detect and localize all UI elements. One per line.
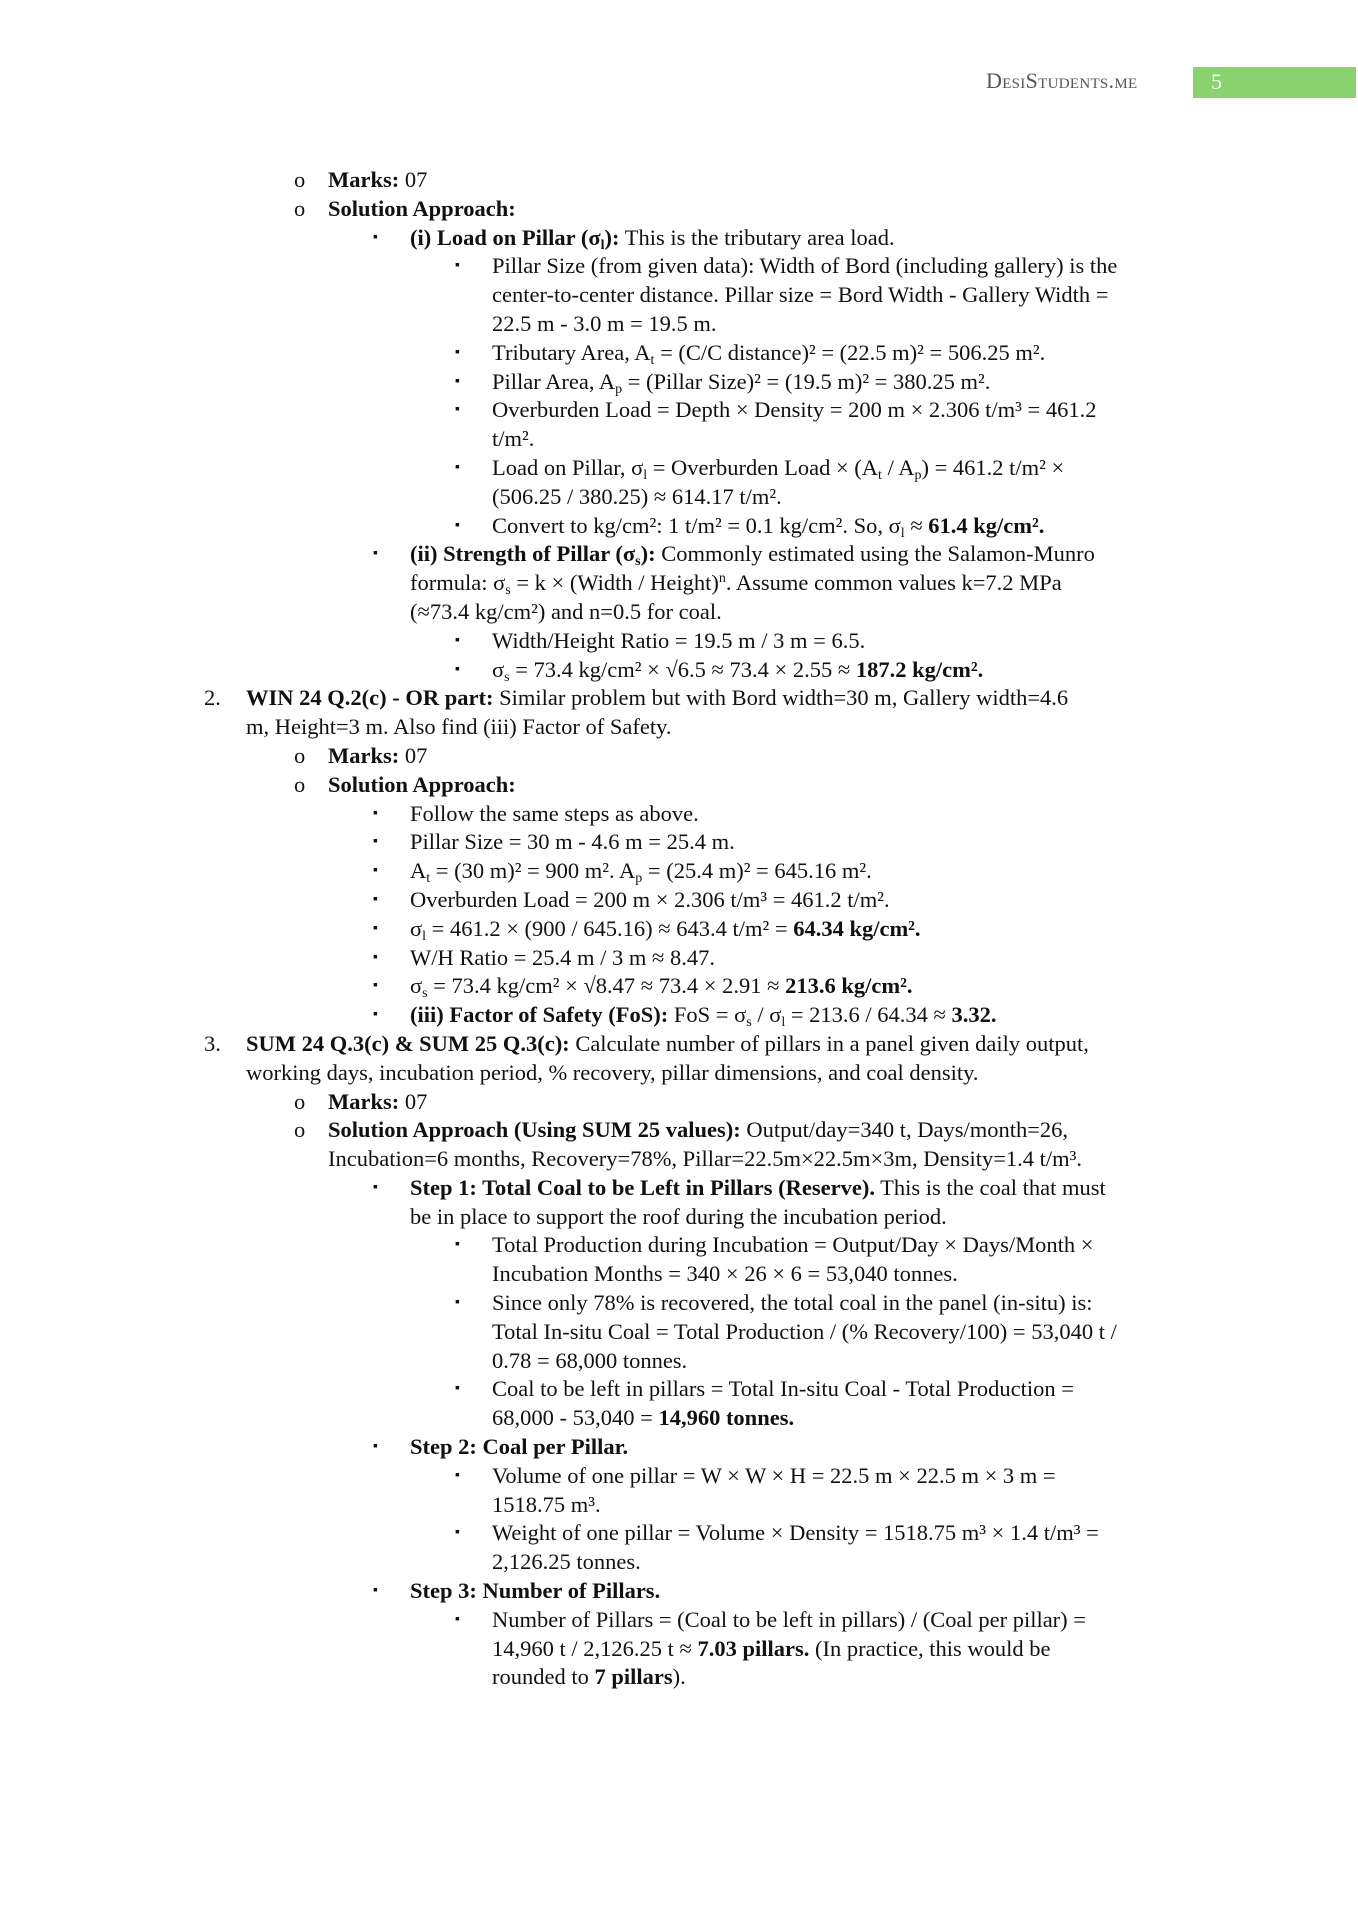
line-text <box>492 656 983 685</box>
text-line <box>0 1001 1358 1030</box>
bold-text: Step 3: Number of Pillars. <box>410 1578 661 1604</box>
line-text <box>328 195 516 224</box>
text-line <box>0 1375 1358 1404</box>
square-bullet-icon: ▪ <box>455 344 460 360</box>
script-text: l <box>422 928 427 944</box>
text-line <box>0 483 1358 512</box>
page-number: 5 <box>1211 69 1222 94</box>
line-text <box>410 598 722 627</box>
text-line <box>0 742 1358 771</box>
text-segment: W/H Ratio = 25.4 m / 3 m ≈ 8.47. <box>410 944 716 970</box>
text-line <box>0 1663 1358 1692</box>
line-text <box>492 1404 794 1433</box>
circle-bullet-icon: o <box>294 771 306 797</box>
line-text <box>492 1347 687 1376</box>
text-segment: = 213.6 / 64.34 ≈ <box>785 1002 952 1028</box>
bold-text: Marks: <box>328 742 400 768</box>
page-number-badge <box>1193 67 1356 98</box>
text-line <box>0 800 1358 829</box>
text-segment: Follow the same steps as above. <box>410 800 699 826</box>
text-line <box>0 224 1358 253</box>
bold-text: Solution Approach (Using SUM 25 values): <box>328 1117 741 1143</box>
square-bullet-icon: ▪ <box>373 1439 378 1455</box>
text-segment: Coal to be left in pillars = Total In-situ Coal - Total Production = <box>492 1376 1074 1402</box>
script-text: p <box>914 467 922 483</box>
line-text <box>492 310 717 339</box>
square-bullet-icon: ▪ <box>455 373 460 389</box>
text-segment: ) = 461.2 t/m² × <box>921 454 1065 480</box>
bold-text: 213.6 kg/cm². <box>785 973 913 999</box>
bold-text: 61.4 kg/cm². <box>928 512 1045 538</box>
bold-text: Marks: <box>328 1088 400 1114</box>
text-segment: / σ <box>751 1002 782 1028</box>
line-text <box>410 224 895 253</box>
line-text <box>328 771 516 800</box>
square-bullet-icon: ▪ <box>455 517 460 533</box>
line-text <box>246 684 1068 713</box>
text-segment: Total Production during Incubation = Output/Day × Days/Month × <box>492 1232 1094 1258</box>
script-text: s <box>505 583 511 599</box>
square-bullet-icon: ▪ <box>373 863 378 879</box>
script-text: s <box>422 986 428 1002</box>
line-text <box>410 1433 628 1462</box>
line-text <box>410 972 912 1001</box>
text-segment: 07 <box>399 742 428 768</box>
text-segment: Pillar Area, A <box>492 368 616 394</box>
text-line <box>0 1347 1358 1376</box>
text-segment: working days, incubation period, % recovery, pillar dimensions, and coal density. <box>246 1059 979 1085</box>
text-segment: σ <box>410 915 423 941</box>
square-bullet-icon: ▪ <box>455 1467 460 1483</box>
line-text <box>492 1289 1092 1318</box>
script-text: l <box>781 1015 786 1031</box>
text-line <box>0 1433 1358 1462</box>
text-segment: Output/day=340 t, Days/month=26, <box>740 1117 1069 1143</box>
line-text <box>328 1145 1082 1174</box>
script-text: l <box>900 525 905 541</box>
site-name: DesiStudents.me <box>986 68 1138 93</box>
text-segment: Calculate number of pillars in a panel given daily output, <box>569 1030 1089 1056</box>
text-segment: 07 <box>399 1088 428 1114</box>
square-bullet-icon: ▪ <box>373 229 378 245</box>
text-line <box>0 627 1358 656</box>
bold-text: Step 2: Coal per Pillar. <box>410 1434 629 1460</box>
text-line <box>0 1404 1358 1433</box>
line-text <box>328 742 427 771</box>
bold-text: Solution Approach: <box>328 771 516 797</box>
text-line <box>0 713 1358 742</box>
circle-bullet-icon: o <box>294 195 306 221</box>
line-text <box>410 1203 947 1232</box>
bold-text: 7.03 pillars. <box>697 1635 810 1661</box>
text-segment: This is the coal that must <box>874 1174 1106 1200</box>
text-segment: 14,960 t / 2,126.25 t ≈ <box>492 1635 698 1661</box>
text-line <box>0 281 1358 310</box>
circle-bullet-icon: o <box>294 1117 306 1143</box>
circle-bullet-icon: o <box>294 1088 306 1114</box>
line-text <box>492 1462 1056 1491</box>
line-text <box>492 1663 686 1692</box>
script-text: l <box>600 237 605 253</box>
text-segment: . Assume common values k=7.2 MPa <box>725 570 1062 596</box>
square-bullet-icon: ▪ <box>455 459 460 475</box>
line-text <box>492 1635 1051 1664</box>
text-segment: Overburden Load = 200 m × 2.306 t/m³ = 461.2 t/m². <box>410 886 890 912</box>
line-text <box>328 166 427 195</box>
text-segment: Width/Height Ratio = 19.5 m / 3 m = 6.5. <box>492 627 866 653</box>
line-text <box>492 396 1097 425</box>
text-segment: Total In-situ Coal = Total Production / (% Recovery/100) = 53,040 t / <box>492 1318 1117 1344</box>
line-text <box>410 1577 660 1606</box>
line-text <box>492 512 1044 541</box>
text-segment: = (Pillar Size)² = (19.5 m)² = 380.25 m². <box>622 368 991 394</box>
text-line <box>0 1116 1358 1145</box>
text-line <box>0 684 1358 713</box>
text-line <box>0 1491 1358 1520</box>
square-bullet-icon: ▪ <box>455 258 460 274</box>
text-line <box>0 1174 1358 1203</box>
square-bullet-icon: ▪ <box>373 891 378 907</box>
list-number: 3. <box>204 1030 221 1056</box>
text-line <box>0 310 1358 339</box>
text-line <box>0 598 1358 627</box>
text-line <box>0 454 1358 483</box>
line-text <box>410 569 1062 598</box>
text-line <box>0 1462 1358 1491</box>
square-bullet-icon: ▪ <box>455 1611 460 1627</box>
line-text <box>492 1519 1099 1548</box>
text-segment: 07 <box>399 167 428 192</box>
text-segment: Load on Pillar, σ <box>492 454 644 480</box>
text-line <box>0 1318 1358 1347</box>
text-segment: formula: σ <box>410 570 506 596</box>
line-text <box>492 627 865 656</box>
text-line <box>0 886 1358 915</box>
text-line <box>0 1635 1358 1664</box>
circle-bullet-icon: o <box>294 742 306 768</box>
script-text: p <box>635 871 643 887</box>
text-segment: 1518.75 m³. <box>492 1491 601 1517</box>
square-bullet-icon: ▪ <box>373 1007 378 1023</box>
script-text: t <box>878 467 882 483</box>
line-text <box>246 1030 1089 1059</box>
text-segment: Convert to kg/cm²: 1 t/m² = 0.1 kg/cm². So, σ <box>492 512 901 538</box>
text-segment: σ <box>492 656 505 682</box>
text-line <box>0 368 1358 397</box>
line-text <box>328 1116 1068 1145</box>
text-line <box>0 771 1358 800</box>
text-line <box>0 972 1358 1001</box>
text-line <box>0 1260 1358 1289</box>
text-line <box>0 1289 1358 1318</box>
text-segment: = Overburden Load × (A <box>647 454 879 480</box>
bold-text: 187.2 kg/cm². <box>855 656 984 682</box>
text-segment: Incubation=6 months, Recovery=78%, Pillar=22.5m×22.5m×3m, Density=1.4 t/m³. <box>328 1146 1083 1172</box>
text-segment: = 73.4 kg/cm² × √6.5 ≈ 73.4 × 2.55 ≈ <box>509 656 856 682</box>
line-text <box>410 1001 997 1030</box>
square-bullet-icon: ▪ <box>455 1295 460 1311</box>
text-segment: 68,000 - 53,040 = <box>492 1405 659 1431</box>
text-line <box>0 396 1358 425</box>
text-line <box>0 1145 1358 1174</box>
line-text <box>492 425 534 454</box>
text-line <box>0 857 1358 886</box>
square-bullet-icon: ▪ <box>373 1179 378 1195</box>
line-text <box>492 454 1064 483</box>
text-segment: Incubation Months = 340 × 26 × 6 = 53,040 tonnes. <box>492 1261 958 1287</box>
text-segment: Similar problem but with Bord width=30 m, Gallery width=4.6 <box>493 685 1069 711</box>
line-text <box>246 713 672 742</box>
square-bullet-icon: ▪ <box>455 402 460 418</box>
text-line <box>0 166 1358 195</box>
bold-text: (iii) Factor of Safety (FoS): <box>410 1002 669 1028</box>
line-text <box>328 1088 427 1117</box>
square-bullet-icon: ▪ <box>373 920 378 936</box>
square-bullet-icon: ▪ <box>373 978 378 994</box>
bold-text: 64.34 kg/cm². <box>793 915 921 941</box>
line-text <box>492 368 990 397</box>
text-segment: be in place to support the roof during the incubation period. <box>410 1203 947 1229</box>
line-text <box>410 857 872 886</box>
line-text <box>492 281 1108 310</box>
text-line <box>0 828 1358 857</box>
text-segment: (506.25 / 380.25) ≈ 614.17 t/m². <box>492 483 782 509</box>
text-line <box>0 915 1358 944</box>
bold-text: SUM 24 Q.3(c) & SUM 25 Q.3(c): <box>246 1030 570 1056</box>
list-number: 2. <box>204 685 221 711</box>
line-text <box>410 886 890 915</box>
bold-text: (i) Load on Pillar (σ <box>410 224 601 250</box>
line-text <box>410 1174 1106 1203</box>
square-bullet-icon: ▪ <box>373 834 378 850</box>
line-text <box>492 1231 1093 1260</box>
text-segment: = k × (Width / Height) <box>510 570 719 596</box>
text-line <box>0 512 1358 541</box>
line-text <box>492 1318 1117 1347</box>
text-segment: 0.78 = 68,000 tonnes. <box>492 1347 688 1373</box>
line-text <box>410 915 921 944</box>
square-bullet-icon: ▪ <box>373 1583 378 1599</box>
text-line <box>0 1548 1358 1577</box>
line-text <box>492 1491 601 1520</box>
bold-text: ): <box>604 224 620 250</box>
line-text <box>410 540 1095 569</box>
line-text <box>492 483 782 512</box>
line-text <box>492 252 1117 281</box>
text-segment: = 73.4 kg/cm² × √8.47 ≈ 73.4 × 2.91 ≈ <box>427 973 786 999</box>
square-bullet-icon: ▪ <box>455 1237 460 1253</box>
text-line <box>0 195 1358 224</box>
bold-text: 3.32. <box>951 1002 997 1028</box>
text-segment: = 461.2 × (900 / 645.16) ≈ 643.4 t/m² = <box>426 915 794 941</box>
bold-text: Step 1: Total Coal to be Left in Pillars (Reserve). <box>410 1174 875 1200</box>
bold-text: 7 pillars <box>594 1664 673 1690</box>
text-line <box>0 944 1358 973</box>
text-segment: This is the tributary area load. <box>619 224 895 250</box>
text-segment: 2,126.25 tonnes. <box>492 1549 641 1575</box>
text-line <box>0 1059 1358 1088</box>
line-text <box>492 1260 958 1289</box>
line-text <box>410 944 715 973</box>
text-segment: Tributary Area, A <box>492 339 651 365</box>
bold-text: Marks: <box>328 167 400 192</box>
bold-text: ): <box>640 541 656 567</box>
square-bullet-icon: ▪ <box>455 1525 460 1541</box>
text-line <box>0 339 1358 368</box>
script-text: n <box>718 571 726 587</box>
script-text: t <box>426 871 431 887</box>
text-line <box>0 656 1358 685</box>
text-segment: Pillar Size (from given data): Width of Bord (including gallery) is the <box>492 253 1118 279</box>
text-segment: Overburden Load = Depth × Density = 200 m × 2.306 t/m³ = 461.2 <box>492 397 1097 423</box>
line-text <box>246 1059 979 1088</box>
text-segment: (≈73.4 kg/cm²) and n=0.5 for coal. <box>410 598 722 624</box>
text-line <box>0 252 1358 281</box>
bold-text: 14,960 tonnes. <box>658 1405 795 1431</box>
square-bullet-icon: ▪ <box>455 1381 460 1397</box>
line-text <box>492 1606 1086 1635</box>
text-segment: FoS = σ <box>668 1002 747 1028</box>
script-text: s <box>504 669 510 685</box>
text-segment: m, Height=3 m. Also find (iii) Factor of Safety. <box>246 714 672 740</box>
square-bullet-icon: ▪ <box>373 949 378 965</box>
text-segment: Weight of one pillar = Volume × Density = 1518.75 m³ × 1.4 t/m³ = <box>492 1520 1099 1546</box>
line-text <box>492 1375 1074 1404</box>
line-text <box>410 800 699 829</box>
text-segment: Pillar Size = 30 m - 4.6 m = 25.4 m. <box>410 829 735 855</box>
text-segment: Number of Pillars = (Coal to be left in pillars) / (Coal per pillar) = <box>492 1606 1086 1632</box>
text-segment: Commonly estimated using the Salamon-Munro <box>655 541 1095 567</box>
script-text: l <box>643 467 648 483</box>
text-segment: = (30 m)² = 900 m². A <box>430 858 636 884</box>
text-segment: rounded to <box>492 1664 595 1690</box>
text-segment: center-to-center distance. Pillar size = Bord Width - Gallery Width = <box>492 282 1109 308</box>
bold-text: Solution Approach: <box>328 195 516 221</box>
text-line <box>0 1577 1358 1606</box>
script-text: s <box>635 554 641 570</box>
text-segment: ). <box>672 1664 686 1690</box>
text-segment: = (25.4 m)² = 645.16 m². <box>642 858 872 884</box>
text-line <box>0 1088 1358 1117</box>
text-segment: = (C/C distance)² = (22.5 m)² = 506.25 m². <box>654 339 1046 365</box>
text-line <box>0 1231 1358 1260</box>
text-segment: / A <box>881 454 915 480</box>
text-segment: σ <box>410 973 423 999</box>
line-text <box>492 1548 641 1577</box>
text-line <box>0 1203 1358 1232</box>
bold-text: WIN 24 Q.2(c) - OR part: <box>246 685 494 711</box>
square-bullet-icon: ▪ <box>455 661 460 677</box>
text-line <box>0 425 1358 454</box>
bold-text: (ii) Strength of Pillar (σ <box>410 541 636 567</box>
square-bullet-icon: ▪ <box>373 546 378 562</box>
text-segment: ≈ <box>904 512 929 538</box>
text-segment: 22.5 m - 3.0 m = 19.5 m. <box>492 310 717 336</box>
script-text: s <box>746 1015 752 1031</box>
text-segment: Volume of one pillar = W × W × H = 22.5 m × 22.5 m × 3 m = <box>492 1462 1056 1488</box>
line-text <box>410 828 735 857</box>
script-text: p <box>615 381 623 397</box>
text-segment: Since only 78% is recovered, the total coal in the panel (in-situ) is: <box>492 1290 1093 1316</box>
square-bullet-icon: ▪ <box>373 805 378 821</box>
text-line <box>0 1606 1358 1635</box>
text-segment: t/m². <box>492 426 535 452</box>
document-body <box>0 166 1358 1692</box>
text-line <box>0 540 1358 569</box>
text-line <box>0 569 1358 598</box>
text-segment: (In practice, this would be <box>809 1635 1051 1661</box>
circle-bullet-icon: o <box>294 167 306 192</box>
text-line <box>0 1519 1358 1548</box>
text-line <box>0 1030 1358 1059</box>
square-bullet-icon: ▪ <box>455 632 460 648</box>
text-segment: A <box>410 858 427 884</box>
script-text: t <box>650 352 655 368</box>
line-text <box>492 339 1045 368</box>
